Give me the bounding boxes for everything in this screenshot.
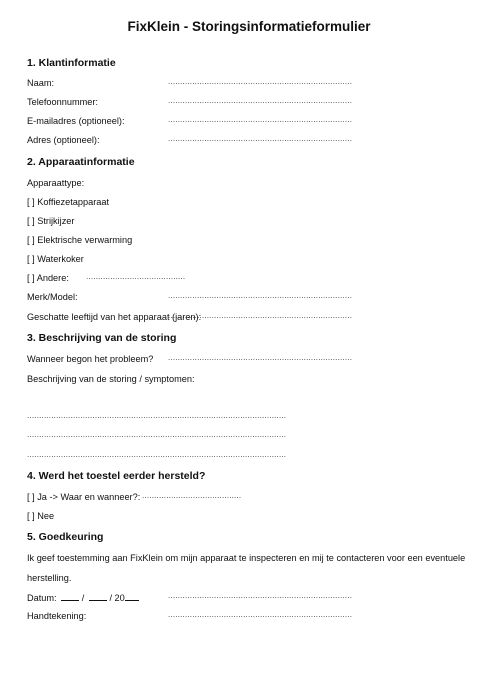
problem-start-label: Wanneer begon het probleem? xyxy=(27,354,154,364)
option-waterkoker[interactable]: [ ] Waterkoker xyxy=(27,254,84,264)
brand-model-label: Merk/Model: xyxy=(27,292,78,302)
consent-text-line-2: herstelling. xyxy=(27,573,72,583)
date-year-field[interactable] xyxy=(125,592,139,601)
problem-start-field[interactable]: ............................................................................ xyxy=(168,353,353,362)
option-ja[interactable]: [ ] Ja -> Waar en wanneer?: xyxy=(27,492,141,502)
option-nee[interactable]: [ ] Nee xyxy=(27,511,55,521)
signature-field[interactable]: ............................................................................ xyxy=(168,610,353,619)
brand-model-field[interactable]: ............................................................................ xyxy=(168,291,353,300)
device-type-label: Apparaattype: xyxy=(27,178,85,188)
option-elektrische-verwarming[interactable]: [ ] Elektrische verwarming xyxy=(27,235,133,245)
date-separator-2: / 20 xyxy=(109,593,125,603)
description-line-3[interactable]: ........................................................................................................... xyxy=(27,450,287,459)
section-heading-beschrijving: 3. Beschrijving van de storing xyxy=(27,332,177,344)
date-dotted-field[interactable]: ............................................................................ xyxy=(168,591,353,600)
address-label: Adres (optioneel): xyxy=(27,135,100,145)
page-title: FixKlein - Storingsinformatieformulier xyxy=(127,19,371,34)
description-line-2[interactable]: ........................................................................................................... xyxy=(27,430,287,439)
date-label: Datum: xyxy=(27,593,57,603)
date-separator-1: / xyxy=(81,593,85,603)
phone-label: Telefoonnummer: xyxy=(27,97,98,107)
description-label: Beschrijving van de storing / symptomen: xyxy=(27,374,195,384)
description-line-1[interactable]: ........................................................................................................... xyxy=(27,411,287,420)
option-strijkijzer[interactable]: [ ] Strijkijzer xyxy=(27,216,75,226)
address-field[interactable]: ............................................................................ xyxy=(168,134,353,143)
other-device-field[interactable]: ......................................... xyxy=(86,272,186,281)
name-field[interactable]: ............................................................................ xyxy=(168,77,353,86)
date-month-field[interactable] xyxy=(89,592,107,601)
date-day-field[interactable] xyxy=(61,592,79,601)
date-row xyxy=(27,592,139,603)
option-andere[interactable]: [ ] Andere: xyxy=(27,273,69,283)
repair-details-field[interactable]: ......................................... xyxy=(142,491,242,500)
signature-label: Handtekening: xyxy=(27,611,87,621)
consent-text-line-1: Ik geef toestemming aan FixKlein om mijn apparaat te inspecteren en mij te contacteren voor een eventuele xyxy=(27,553,466,563)
phone-field[interactable]: ............................................................................ xyxy=(168,96,353,105)
device-age-label: Geschatte leeftijd van het apparaat (jaren): xyxy=(27,312,202,322)
email-field[interactable]: ............................................................................ xyxy=(168,115,353,124)
option-koffiezetapparaat[interactable]: [ ] Koffiezetapparaat xyxy=(27,197,110,207)
section-heading-klantinformatie: 1. Klantinformatie xyxy=(27,57,116,69)
name-label: Naam: xyxy=(27,78,55,88)
device-age-field[interactable]: ............................................................................ xyxy=(168,311,353,320)
section-heading-eerder-hersteld: 4. Werd het toestel eerder hersteld? xyxy=(27,470,206,482)
section-heading-goedkeuring: 5. Goedkeuring xyxy=(27,531,104,543)
email-label: E-mailadres (optioneel): xyxy=(27,116,125,126)
section-heading-apparaatinformatie: 2. Apparaatinformatie xyxy=(27,156,135,168)
